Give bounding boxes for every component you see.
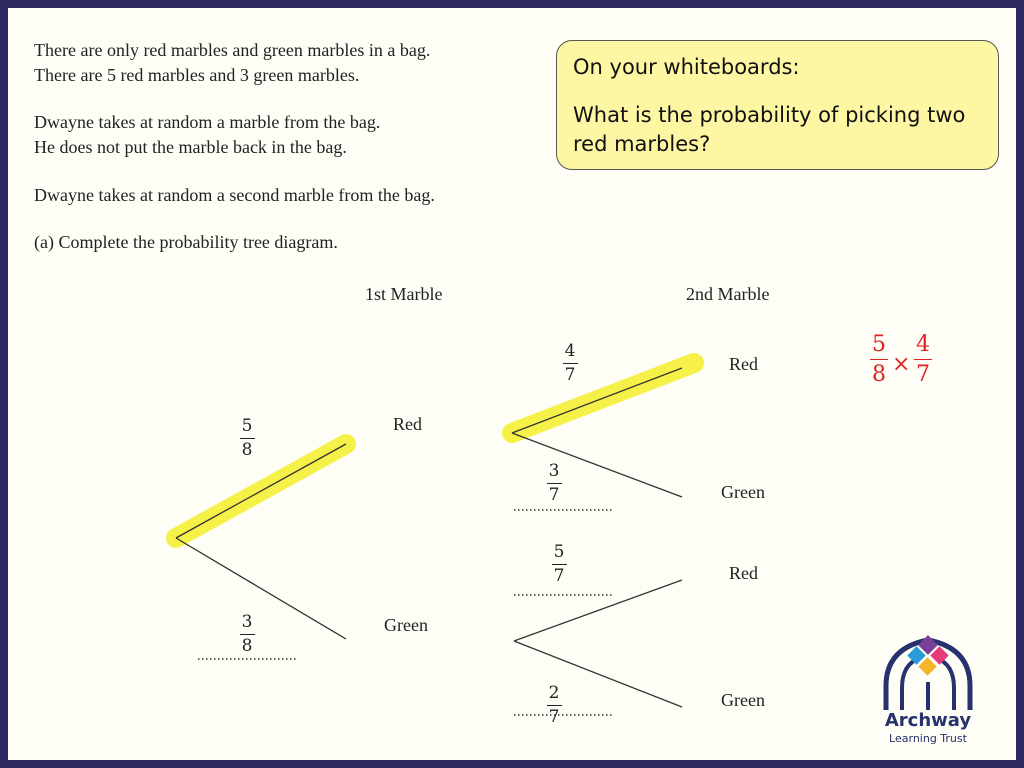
- branch-red-red: [512, 368, 682, 433]
- node-first-green: Green: [384, 615, 428, 635]
- fraction-numerator: 3: [241, 612, 253, 632]
- question-part-a: (a) Complete the probability tree diagram.: [34, 232, 338, 252]
- node-green-red: Red: [729, 563, 758, 583]
- fraction-numerator: 5: [872, 332, 886, 357]
- archway-arch-icon: [870, 632, 986, 712]
- fraction-denominator: 7: [916, 362, 930, 387]
- callout-question: What is the probability of picking two red marbles?: [573, 103, 966, 156]
- fraction-numerator: 4: [916, 332, 930, 357]
- node-red-green: Green: [721, 482, 765, 502]
- branch-green-red: [514, 580, 682, 641]
- working-fraction-a: [864, 331, 894, 388]
- prob-green-green: [541, 683, 567, 728]
- prob-first-green: [234, 612, 260, 657]
- fraction-numerator: 4: [564, 341, 576, 361]
- logo-word-archway: Archway: [884, 710, 972, 731]
- node-green-green: Green: [721, 690, 765, 710]
- header-first-marble: 1st Marble: [365, 284, 443, 304]
- slide: [8, 8, 1016, 760]
- working-fraction-b: [908, 331, 938, 388]
- fraction-denominator: 7: [564, 365, 576, 385]
- node-first-red: Red: [393, 414, 422, 434]
- question-line-4: He does not put the marble back in the bag.: [34, 137, 347, 157]
- prob-first-red: [234, 416, 260, 461]
- fraction-denominator: 8: [241, 636, 253, 656]
- branch-first-red: [176, 444, 346, 538]
- fraction-denominator: 7: [553, 566, 565, 586]
- question-line-5: Dwayne takes at random a second marble from the bag.: [34, 185, 435, 205]
- logo-word-learning-trust: Learning Trust: [889, 732, 967, 745]
- question-line-3: Dwayne takes at random a marble from the bag.: [34, 112, 381, 132]
- question-line-1: There are only red marbles and green marbles in a bag.: [34, 40, 431, 60]
- archway-logo: [870, 632, 986, 752]
- prob-green-red: [546, 542, 572, 587]
- fraction-numerator: 5: [241, 416, 253, 436]
- branch-red-green: [512, 433, 682, 497]
- branch-green-green: [514, 641, 682, 707]
- fraction-numerator: 5: [553, 542, 565, 562]
- fraction-numerator: 2: [548, 683, 560, 703]
- prob-red-red: [557, 341, 583, 386]
- header-second-marble: 2nd Marble: [686, 284, 770, 304]
- question-line-2: There are 5 red marbles and 3 green marbles.: [34, 65, 360, 85]
- fraction-denominator: 7: [548, 707, 560, 727]
- branch-first-green: [176, 538, 346, 639]
- node-red-red: Red: [729, 354, 758, 374]
- fraction-denominator: 8: [241, 440, 253, 460]
- fraction-numerator: 3: [548, 461, 560, 481]
- callout-heading: On your whiteboards:: [573, 55, 800, 79]
- multiply-sign: ×: [892, 352, 911, 377]
- fraction-denominator: 8: [872, 362, 886, 387]
- fraction-denominator: 7: [548, 485, 560, 505]
- prob-red-green: [541, 461, 567, 506]
